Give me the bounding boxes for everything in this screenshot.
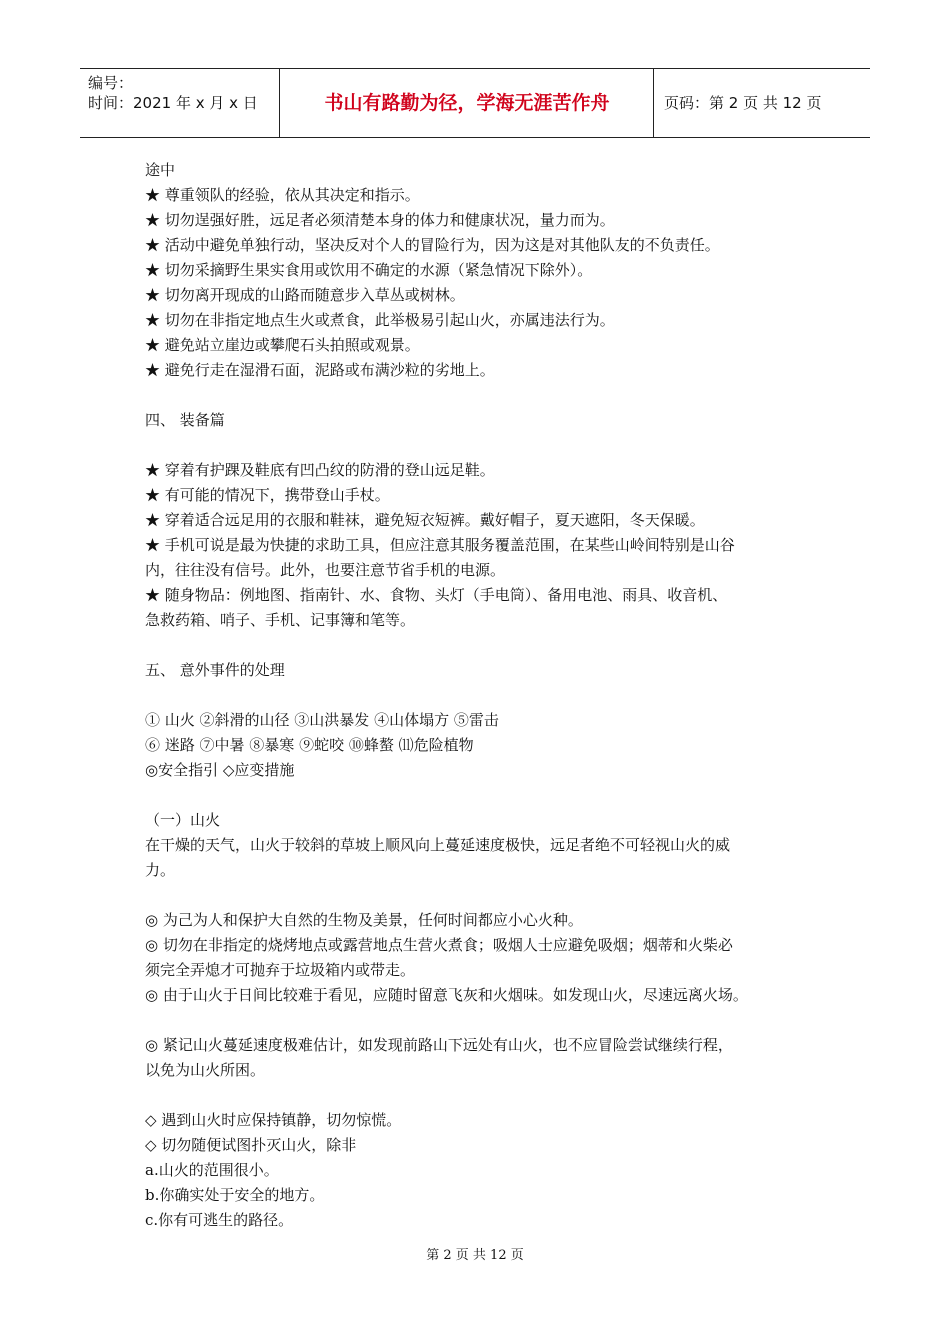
header-page-number: 页码：第 2 页 共 12 页 xyxy=(664,94,822,112)
text-line: ★ 手机可说是最为快捷的求助工具，但应注意其服务覆盖范围，在某些山岭间特别是山谷 xyxy=(145,536,735,554)
text-line: ◇ 遇到山火时应保持镇静，切勿惊慌。 xyxy=(145,1111,402,1129)
text-line: （一）山火 xyxy=(145,811,221,829)
blank-line xyxy=(145,1008,825,1033)
text-line: 须完全弄熄才可抛弃于垃圾箱内或带走。 xyxy=(145,961,416,979)
blank-line xyxy=(145,383,825,408)
text-line: ★ 随身物品：例地图、指南针、水、食物、头灯（手电筒）、备用电池、雨具、收音机、 xyxy=(145,586,728,604)
text-line: ★ 切勿离开现成的山路而随意步入草丛或树林。 xyxy=(145,286,465,304)
blank-line xyxy=(145,683,825,708)
text-line: ⑥ 迷路 ⑦中暑 ⑧暴寒 ⑨蛇咬 ⑩蜂螯 ⑾危险植物 xyxy=(145,736,474,754)
text-line: 急救药箱、哨子、手机、记事簿和笔等。 xyxy=(145,611,416,629)
text-line: ★ 活动中避免单独行动，坚决反对个人的冒险行为，因为这是对其他队友的不负责任。 xyxy=(145,236,720,254)
document-body xyxy=(145,158,825,1233)
text-line: ★ 切勿在非指定地点生火或煮食，此举极易引起山火，亦属违法行为。 xyxy=(145,311,615,329)
blank-line xyxy=(145,633,825,658)
text-line: ★ 穿着有护踝及鞋底有凹凸纹的防滑的登山远足鞋。 xyxy=(145,461,495,479)
text-line: ◎ 紧记山火蔓延速度极难估计，如发现前路山下远处有山火，也不应冒险尝试继续行程， xyxy=(145,1036,733,1054)
page-footer: 第 2 页 共 12 页 xyxy=(426,1248,524,1263)
text-line: ◇ 切勿随便试图扑灭山火，除非 xyxy=(145,1136,357,1154)
text-line: c.你有可逃生的路径。 xyxy=(145,1211,294,1229)
text-line: 四、 装备篇 xyxy=(145,411,225,429)
header-motto: 书山有路勤为径，学海无涯苦作舟 xyxy=(281,69,654,137)
blank-line xyxy=(145,783,825,808)
text-line: ★ 切勿采摘野生果实食用或饮用不确定的水源（紧急情况下除外）。 xyxy=(145,261,593,279)
header-number: 编号： xyxy=(88,74,134,92)
text-line: ★ 避免站立崖边或攀爬石头拍照或观景。 xyxy=(145,336,420,354)
text-line: ◎ 为己为人和保护大自然的生物及美景，任何时间都应小心火种。 xyxy=(145,911,583,929)
text-line: b.你确实处于安全的地方。 xyxy=(145,1186,325,1204)
text-line: 内，往往没有信号。此外，也要注意节省手机的电源。 xyxy=(145,561,506,579)
text-line: 途中 xyxy=(145,161,176,179)
text-line: 五、 意外事件的处理 xyxy=(145,661,285,679)
text-line: 在干燥的天气，山火于较斜的草坡上顺风向上蔓延速度极快，远足者绝不可轻视山火的威 xyxy=(145,836,731,854)
text-line: ★ 尊重领队的经验，依从其决定和指示。 xyxy=(145,186,420,204)
text-line: 以免为山火所困。 xyxy=(145,1061,266,1079)
text-line: a.山火的范围很小。 xyxy=(145,1161,279,1179)
blank-line xyxy=(145,433,825,458)
text-line: 力。 xyxy=(145,861,176,879)
blank-line xyxy=(145,1083,825,1108)
text-line: ★ 有可能的情况下，携带登山手杖。 xyxy=(145,486,390,504)
text-line: ◎ 由于山火于日间比较难于看见，应随时留意飞灰和火烟味。如发现山火，尽速远离火场。 xyxy=(145,986,748,1004)
text-line: ◎安全指引 ◇应变措施 xyxy=(145,761,295,779)
text-line: ★ 穿着适合远足用的衣服和鞋袜，避免短衣短裤。戴好帽子，夏天遮阳，冬天保暖。 xyxy=(145,511,705,529)
page-header xyxy=(80,68,870,138)
text-line: ★ 切勿逞强好胜，远足者必须清楚本身的体力和健康状况，量力而为。 xyxy=(145,211,615,229)
header-time: 时间：2021 年 x 月 x 日 xyxy=(88,94,258,112)
text-line: ◎ 切勿在非指定的烧烤地点或露营地点生营火煮食；吸烟人士应避免吸烟；烟蒂和火柴必 xyxy=(145,936,733,954)
blank-line xyxy=(145,883,825,908)
header-meta-cell xyxy=(80,69,280,137)
text-line: ① 山火 ②斜滑的山径 ③山洪暴发 ④山体塌方 ⑤雷击 xyxy=(145,711,499,729)
text-line: ★ 避免行走在湿滑石面，泥路或布满沙粒的劣地上。 xyxy=(145,361,495,379)
